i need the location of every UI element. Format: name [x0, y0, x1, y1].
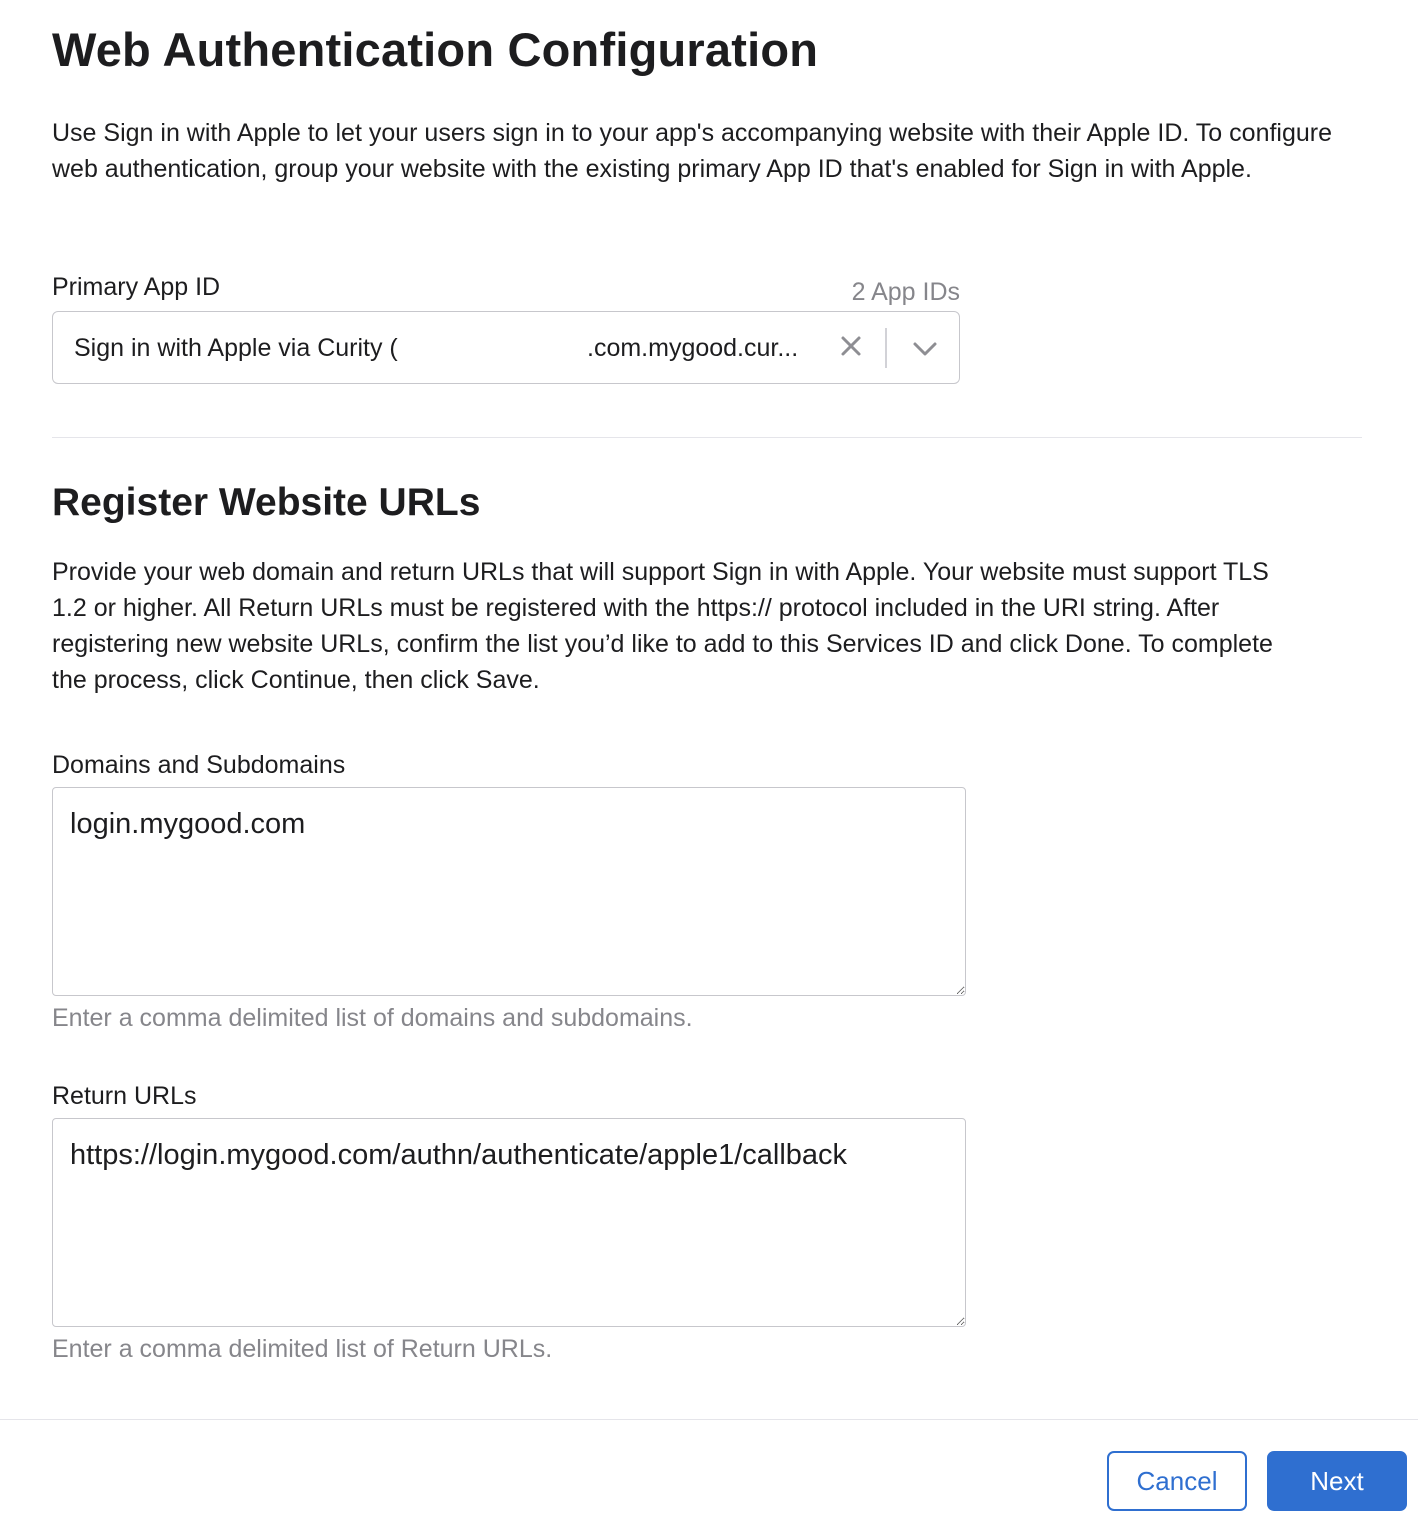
chevron-down-icon[interactable]	[905, 334, 945, 364]
app-id-count: 2 App IDs	[851, 278, 960, 306]
primary-app-id-select[interactable]	[52, 311, 960, 384]
domains-hint: Enter a comma delimited list of domains and subdomains.	[52, 1004, 693, 1032]
return-urls-hint: Enter a comma delimited list of Return URLs.	[52, 1335, 553, 1363]
selected-app-id-name: Sign in with Apple via Curity (	[74, 334, 398, 362]
selected-app-id-bundle: .com.mygood.cur...	[587, 334, 799, 362]
footer-divider	[0, 1419, 1418, 1420]
close-icon[interactable]	[837, 332, 865, 360]
section-divider	[52, 437, 1362, 438]
next-button[interactable]: Next	[1267, 1451, 1407, 1511]
domains-label: Domains and Subdomains	[52, 751, 346, 779]
section-title: Register Website URLs	[52, 481, 481, 524]
return-urls-label: Return URLs	[52, 1082, 197, 1110]
page-title: Web Authentication Configuration	[52, 23, 819, 76]
domains-textarea[interactable]	[52, 787, 966, 996]
section-description: Provide your web domain and return URLs that will support Sign in with Apple. Your website must support TLS 1.2 or higher. All Return URLs must be registered with the https:// protocol included in the URI string. After registering new website URLs, confirm the list you’d like to add to this Services ID and click Done. To complete the process, click Continue, then click Save.	[52, 558, 1273, 694]
return-urls-textarea[interactable]	[52, 1118, 966, 1327]
select-divider	[885, 328, 887, 368]
intro-text: Use Sign in with Apple to let your users sign in to your app's accompanying website with their Apple ID. To configure web authentication, group your website with the existing primary App ID that's enabled for Sign in with Apple.	[52, 119, 1333, 183]
cancel-button[interactable]: Cancel	[1107, 1451, 1247, 1511]
primary-app-id-label: Primary App ID	[52, 273, 221, 301]
